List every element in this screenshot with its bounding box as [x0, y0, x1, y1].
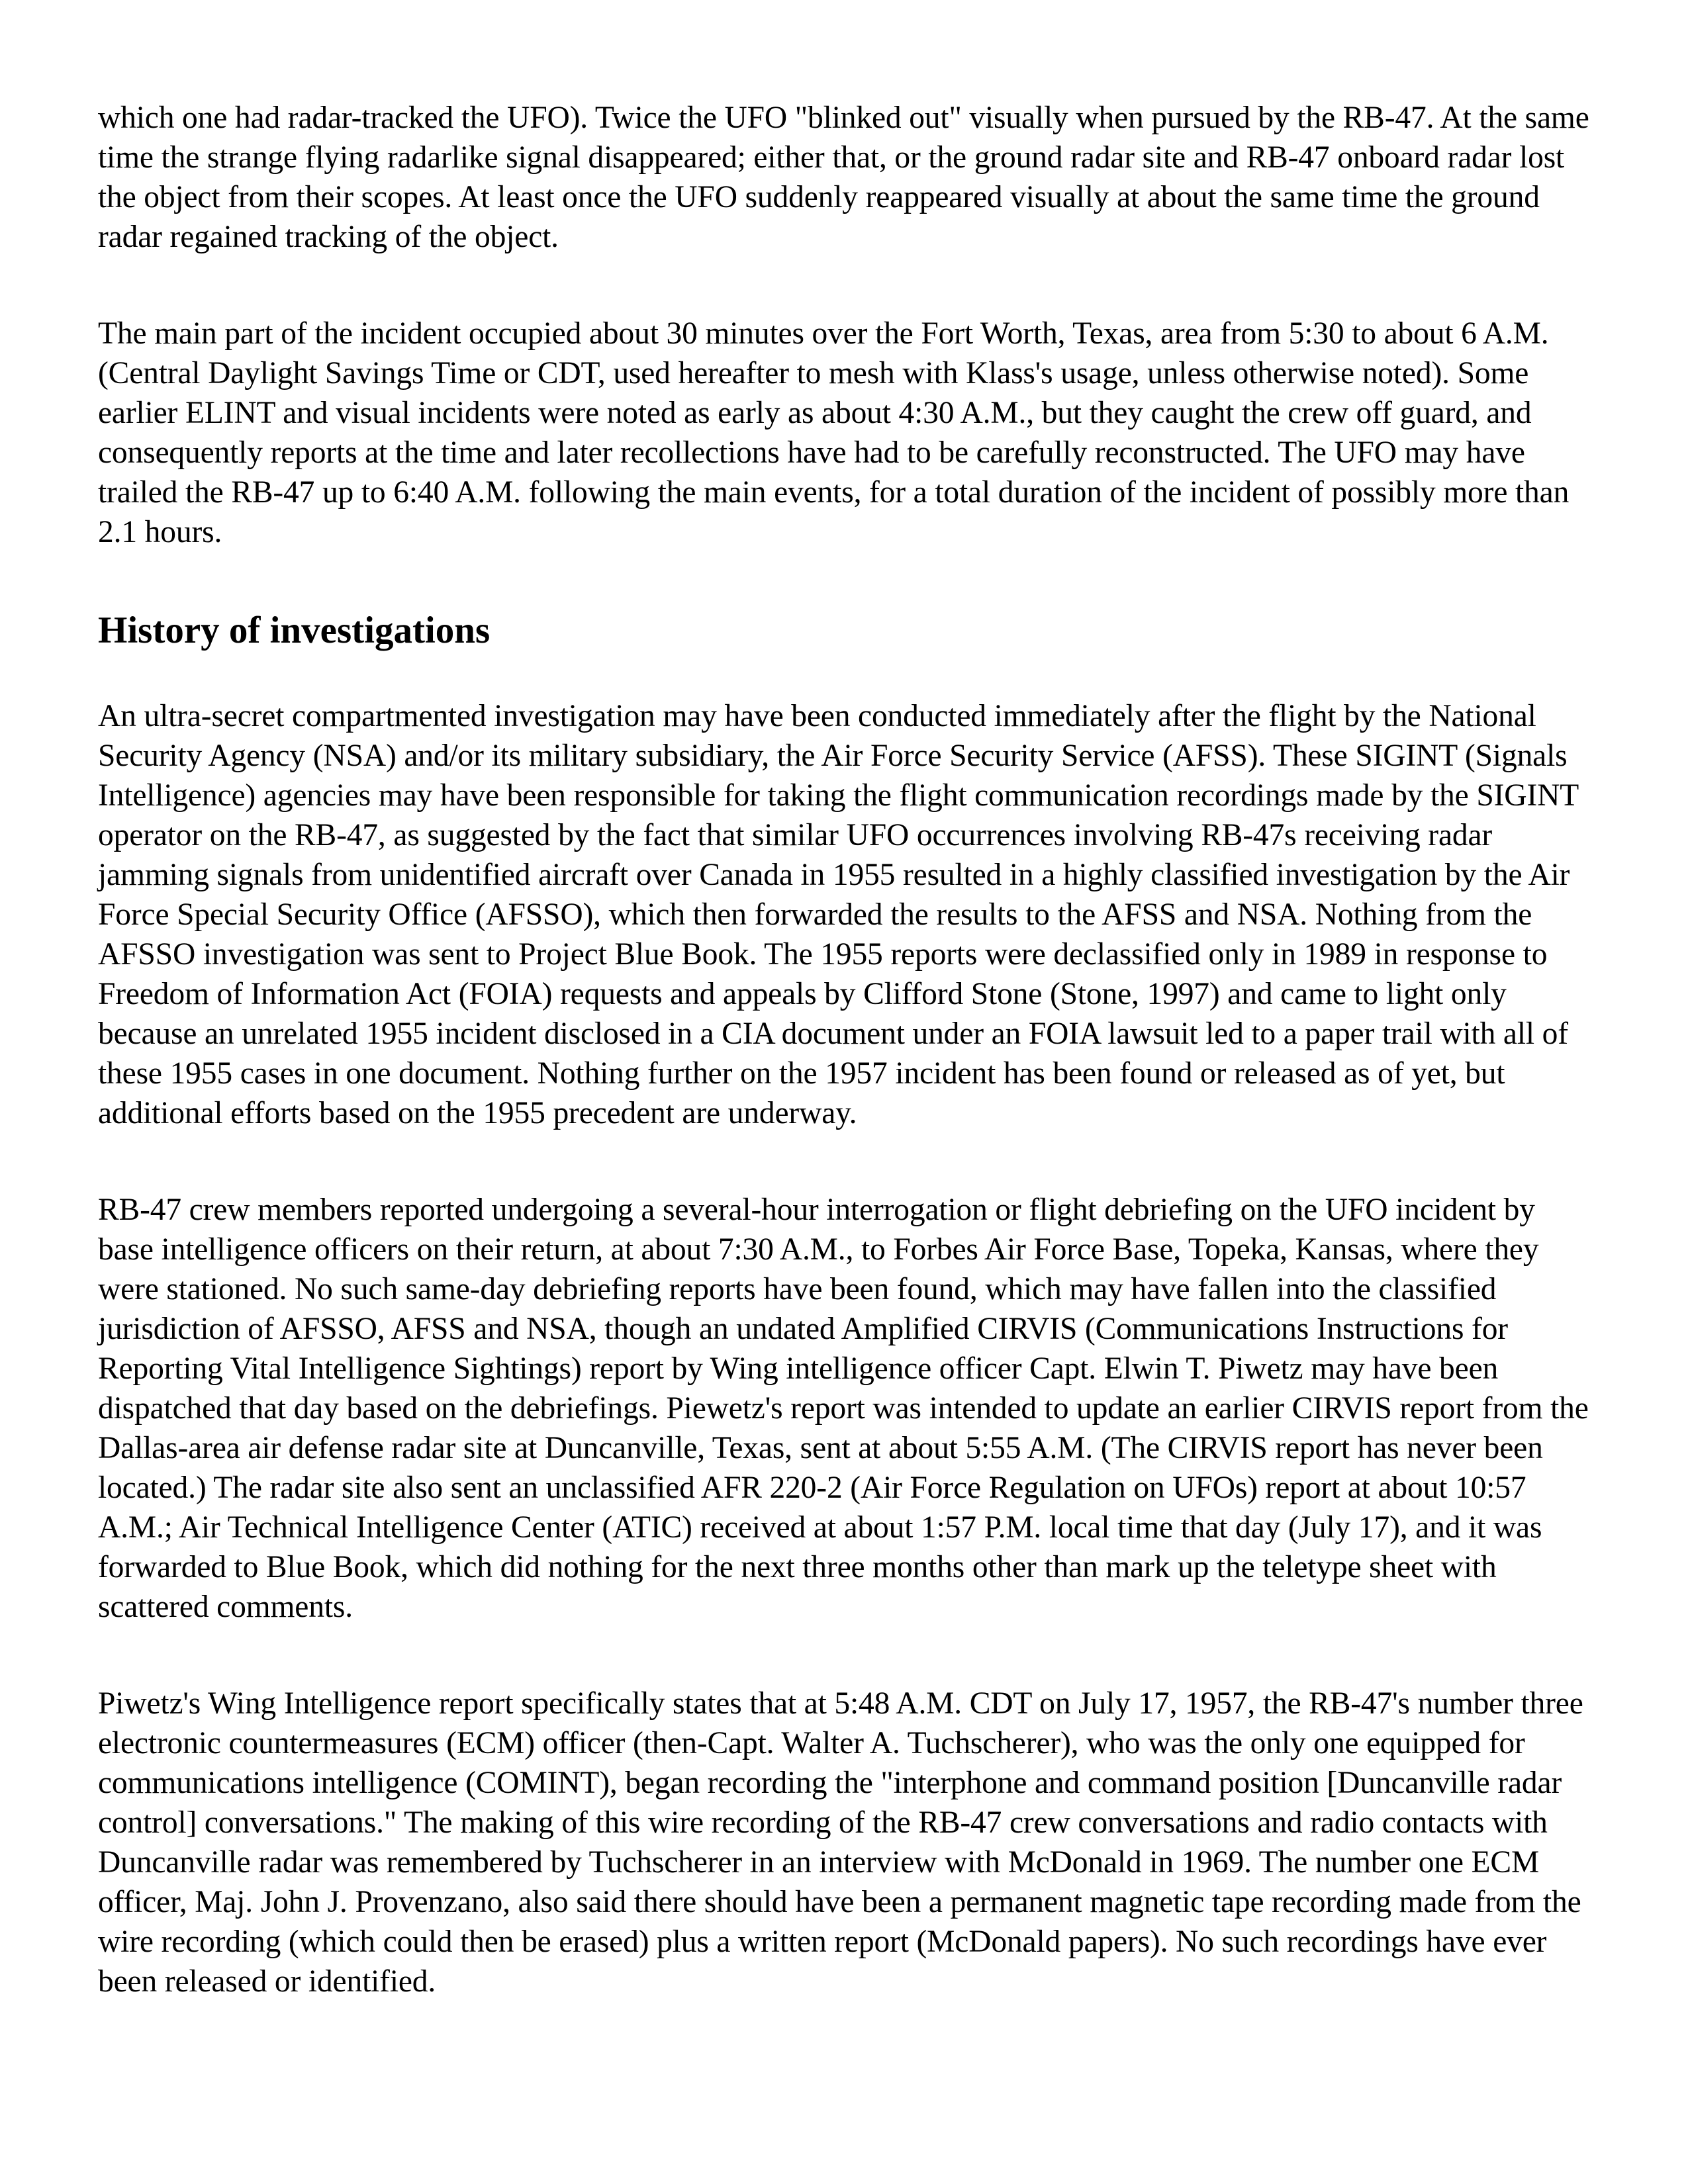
paragraph-main-incident: The main part of the incident occupied about 30 minutes over the Fort Worth, Texas, area from 5:30 to about 6 A.M. (Central Daylight Savings Time or CDT, used hereafter to mesh with Klass's usage, unless otherwise noted). Some earlier ELINT and visual incidents were noted as early as about 4:30 A.M., but they caught the crew off guard, and consequently reports at the time and later recollections have had to be carefully reconstructed. The UFO may have trailed the RB-47 up to 6:40 A.M. following the main events, for a total duration of the incident of possibly more than 2.1 hours.	[98, 316, 1570, 549]
section-heading: History of investigations	[98, 610, 491, 651]
paragraph-secret-investigation: An ultra-secret compartmented investigation may have been conducted immediately after the flight by the National Security Agency (NSA) and/or its military subsidiary, the Air Force Security Service (AFSS). These SIGINT (Signals Intelligence) agencies may have been responsible for taking the flight communication recordings made by the SIGINT operator on the RB-47, as suggested by the fact that similar UFO occurrences involving RB-47s receiving radar jamming signals from unidentified aircraft over Canada in 1955 resulted in a highly classified investigation by the Air Force Special Security Office (AFSSO), which then forwarded the results to the AFSS and NSA. Nothing from the AFSSO investigation was sent to Project Blue Book. The 1955 reports were declassified only in 1989 in response to Freedom of Information Act (FOIA) requests and appeals by Clifford Stone (Stone, 1997) and came to light only because an unrelated 1955 incident disclosed in a CIA document under an FOIA lawsuit led to a paper trail with all of these 1955 cases in one document. Nothing further on the 1957 incident has been found or released as of yet, but additional efforts based on the 1955 precedent are underway.	[98, 699, 1579, 1130]
document-page	[98, 98, 1595, 2058]
paragraph-ufo-blinked-out: which one had radar-tracked the UFO). Twice the UFO "blinked out" visually when pursued by the RB-47. At the same time the strange flying radarlike signal disappeared; either that, or the ground radar site and RB-47 onboard radar lost the object from their scopes. At least once the UFO suddenly reappeared visually at about the same time the ground radar regained tracking of the object.	[98, 101, 1589, 254]
paragraph-crew-debriefing: RB-47 crew members reported undergoing a several-hour interrogation or flight debriefing on the UFO incident by base intelligence officers on their return, at about 7:30 A.M., to Forbes Air Force Base, Topeka, Kansas, where they were stationed. No such same-day debriefing reports have been found, which may have fallen into the classified jurisdiction of AFSSO, AFSS and NSA, though an undated Amplified CIRVIS (Communications Instructions for Reporting Vital Intelligence Sightings) report by Wing intelligence officer Capt. Elwin T. Piwetz may have been dispatched that day based on the debriefings. Piewetz's report was intended to update an earlier CIRVIS report from the Dallas-area air defense radar site at Duncanville, Texas, sent at about 5:55 A.M. (The CIRVIS report has never been located.) The radar site also sent an unclassified AFR 220-2 (Air Force Regulation on UFOs) report at about 10:57 A.M.; Air Technical Intelligence Center (ATIC) received at about 1:57 P.M. local time that day (July 17), and it was forwarded to Blue Book, which did nothing for the next three months other than mark up the teletype sheet with scattered comments.	[98, 1193, 1589, 1624]
paragraph-wing-intelligence-report: Piwetz's Wing Intelligence report specifically states that at 5:48 A.M. CDT on July 17, 1957, the RB-47's number three electronic countermeasures (ECM) officer (then-Capt. Walter A. Tuchscherer), who was the only one equipped for communications intelligence (COMINT), began recording the "interphone and command position [Duncanville radar control] conversations." The making of this wire recording of the RB-47 crew conversations and radio contacts with Duncanville radar was remembered by Tuchscherer in an interview with McDonald in 1969. The number one ECM officer, Maj. John J. Provenzano, also said there should have been a permanent magnetic tape recording made from the wire recording (which could then be erased) plus a written report (McDonald papers). No such recordings have ever been released or identified.	[98, 1686, 1583, 1999]
